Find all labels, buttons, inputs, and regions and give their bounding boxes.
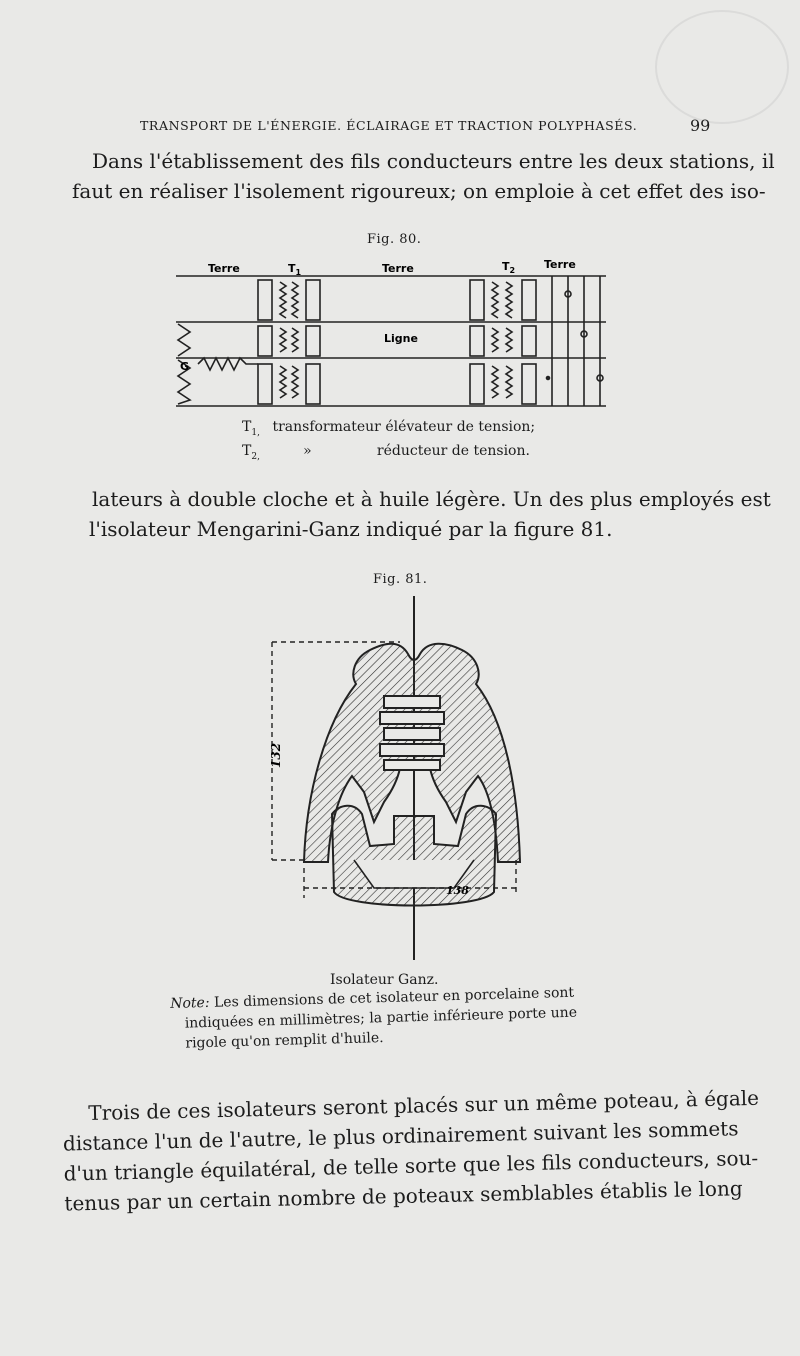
dim-width-label: 138 xyxy=(446,884,469,897)
t2-secondary-1 xyxy=(522,280,536,320)
legend-row xyxy=(242,442,535,466)
paragraph-3-line-4: tenus par un certain nombre de poteaux semblables établis le long xyxy=(64,1176,743,1216)
t2-coil-6 xyxy=(506,366,512,398)
note-line-2: indiquées en millimètres; la partie inférieure porte une xyxy=(184,1004,578,1032)
paragraph-2 xyxy=(89,484,771,544)
paragraph-3-line-1: Trois de ces isolateurs seront placés sur un même poteau, à égale xyxy=(88,1085,760,1125)
legend-row xyxy=(242,418,535,442)
note-line-1: Les dimensions de cet isolateur en porcelaine sont xyxy=(213,984,575,1011)
t2-secondary-2 xyxy=(522,326,536,356)
legend-subscript: 2, xyxy=(251,451,260,462)
paragraph-3-line-3: d'un triangle équilatéral, de telle sorte que les fils conducteurs, sou- xyxy=(63,1145,759,1186)
label-ligne: Ligne xyxy=(384,332,418,345)
t1-coil-4 xyxy=(292,328,298,352)
t1-secondary-1 xyxy=(306,280,320,320)
running-title: TRANSPORT DE L'ÉNERGIE. ÉCLAIRAGE ET TRACTION POLYPHASÉS. xyxy=(140,118,638,133)
t1-primary-2 xyxy=(258,326,272,356)
t2-coil-3 xyxy=(492,328,498,352)
t2-secondary-3 xyxy=(522,364,536,404)
figure-81-caption: Fig. 81. xyxy=(373,572,428,587)
inner-bell xyxy=(332,806,496,906)
legend-symbol: T xyxy=(242,419,252,435)
paragraph-1-line-1: Dans l'établissement des fils conducteurs entre les deux stations, il xyxy=(92,149,775,173)
figure-81-title: Isolateur Ganz. xyxy=(330,972,439,988)
paragraph-2-line-2: l'isolateur Mengarini-Ganz indiqué par la figure 81. xyxy=(89,517,613,541)
legend-subscript: 1, xyxy=(251,427,260,438)
library-stamp xyxy=(655,10,789,124)
label-t1: $T_1$ xyxy=(288,262,302,277)
t1-coil-2 xyxy=(292,282,298,318)
generator-winding-3 xyxy=(198,358,258,370)
dim-height-label: 132 xyxy=(269,742,283,768)
t2-primary-1 xyxy=(470,280,484,320)
paragraph-1-line-2: faut en réaliser l'isolement rigoureux; on emploie à cet effet des iso- xyxy=(72,179,766,203)
t1-coil-6 xyxy=(292,366,298,398)
label-terre-left: Terre xyxy=(208,262,240,275)
t2-coil-1 xyxy=(492,282,498,318)
figure-80-legend xyxy=(242,418,535,466)
lamp-4 xyxy=(547,377,550,380)
paragraph-3 xyxy=(62,1083,761,1218)
label-terre-middle: Terre xyxy=(382,262,414,275)
t2-coil-4 xyxy=(506,328,512,352)
legend-text: transformateur élévateur de tension; xyxy=(272,419,536,435)
t1-coil-5 xyxy=(280,366,286,398)
t2-coil-2 xyxy=(506,282,512,318)
t2-primary-2 xyxy=(470,326,484,356)
legend-ditto: » xyxy=(303,442,312,459)
paragraph-2-line-1: lateurs à double cloche et à huile légère. Un des plus employés est xyxy=(92,487,771,511)
legend-symbol: T xyxy=(242,442,252,459)
generator-winding-1 xyxy=(178,324,190,356)
t2-coil-5 xyxy=(492,366,498,398)
figure-80-diagram xyxy=(170,252,620,417)
t2-primary-3 xyxy=(470,364,484,404)
figure-80-caption: Fig. 80. xyxy=(367,232,422,247)
note-line-3: rigole qu'on remplit d'huile. xyxy=(185,1030,384,1052)
page-number: 99 xyxy=(690,116,711,135)
figure-81-note xyxy=(170,983,578,1054)
paragraph-1 xyxy=(72,146,775,206)
t1-secondary-2 xyxy=(306,326,320,356)
t1-coil-1 xyxy=(280,282,286,318)
t1-primary-3 xyxy=(258,364,272,404)
paragraph-3-line-2: distance l'un de l'autre, le plus ordinairement suivant les sommets xyxy=(62,1116,739,1156)
label-t2: $T_2$ xyxy=(502,260,516,275)
label-g: G xyxy=(180,360,190,373)
t1-primary-1 xyxy=(258,280,272,320)
label-terre-right: Terre xyxy=(544,258,576,271)
t1-secondary-3 xyxy=(306,364,320,404)
t1-coil-3 xyxy=(280,328,286,352)
note-label: Note: xyxy=(170,994,210,1012)
figure-81-insulator xyxy=(250,592,550,972)
legend-text: réducteur de tension. xyxy=(376,442,530,459)
